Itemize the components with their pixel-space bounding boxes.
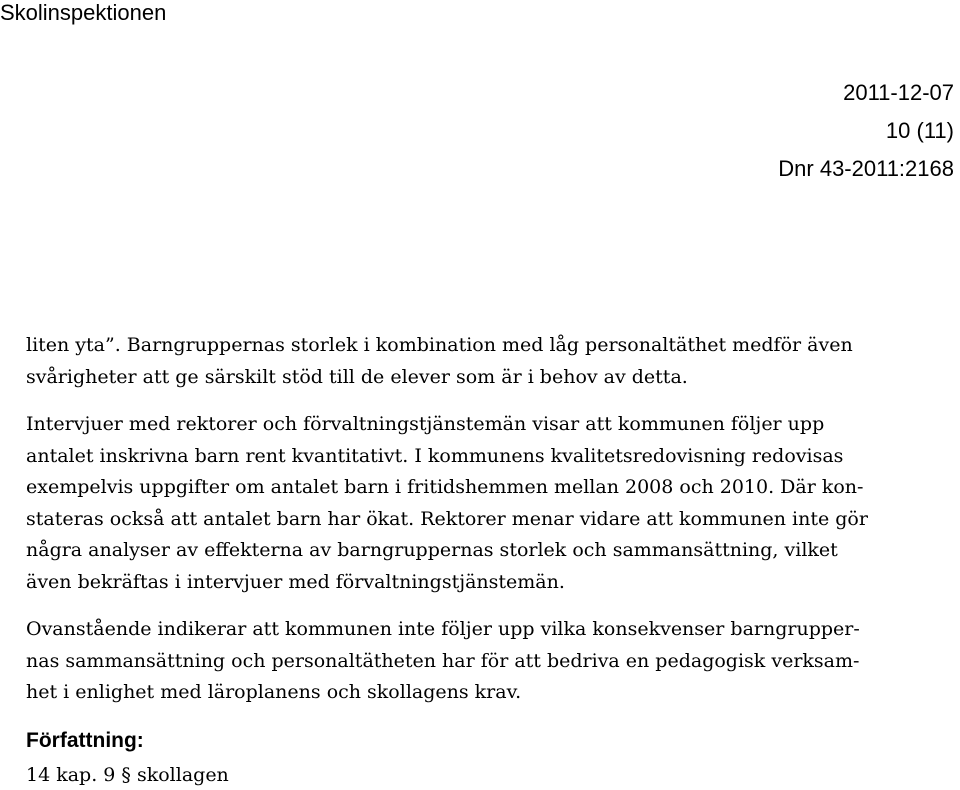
document-date: 2011-12-07 (843, 80, 954, 105)
reference-number: Dnr 43-2011:2168 (778, 156, 954, 181)
document-meta (778, 74, 954, 188)
paragraph (26, 409, 956, 598)
legal-reference: 14 kap. 9 § skollagen (26, 764, 229, 786)
text-line: svårigheter att ge särskilt stöd till de elever som är i behov av detta. (26, 365, 688, 388)
text-line: även bekräftas i intervjuer med förvaltningstjänstemän. (26, 570, 565, 593)
document-body (26, 330, 956, 725)
paragraph (26, 330, 956, 393)
text-line: liten yta”. Barngruppernas storlek i kombination med låg personaltäthet medför även (26, 334, 853, 356)
paragraph (26, 614, 956, 709)
page-number: 10 (11) (885, 118, 954, 143)
text-line: Intervjuer med rektorer och förvaltningstjänstemän visar att kommunen följer upp (26, 413, 825, 435)
text-line: antalet inskrivna barn rent kvantitativt. I kommunens kvalitetsredovisning redovisas (26, 444, 844, 467)
text-line: stateras också att antalet barn har ökat. Rektorer menar vidare att kommunen inte gör (26, 507, 868, 530)
organization-name: Skolinspektionen (0, 0, 167, 25)
text-line: exempelvis uppgifter om antalet barn i fritidshemmen mellan 2008 och 2010. Där kon- (26, 476, 864, 498)
text-line: nas sammansättning och personaltätheten har för att bedriva en pedagogisk verksam- (26, 649, 860, 672)
text-line: några analyser av effekterna av barngruppernas storlek och sammansättning, vilket (26, 539, 838, 561)
text-line: Ovanstående indikerar att kommunen inte följer upp vilka konsekvenser barngrupper- (26, 618, 860, 640)
text-line: het i enlighet med läroplanens och skollagens krav. (26, 681, 522, 703)
section-heading: Författning: (26, 729, 144, 752)
